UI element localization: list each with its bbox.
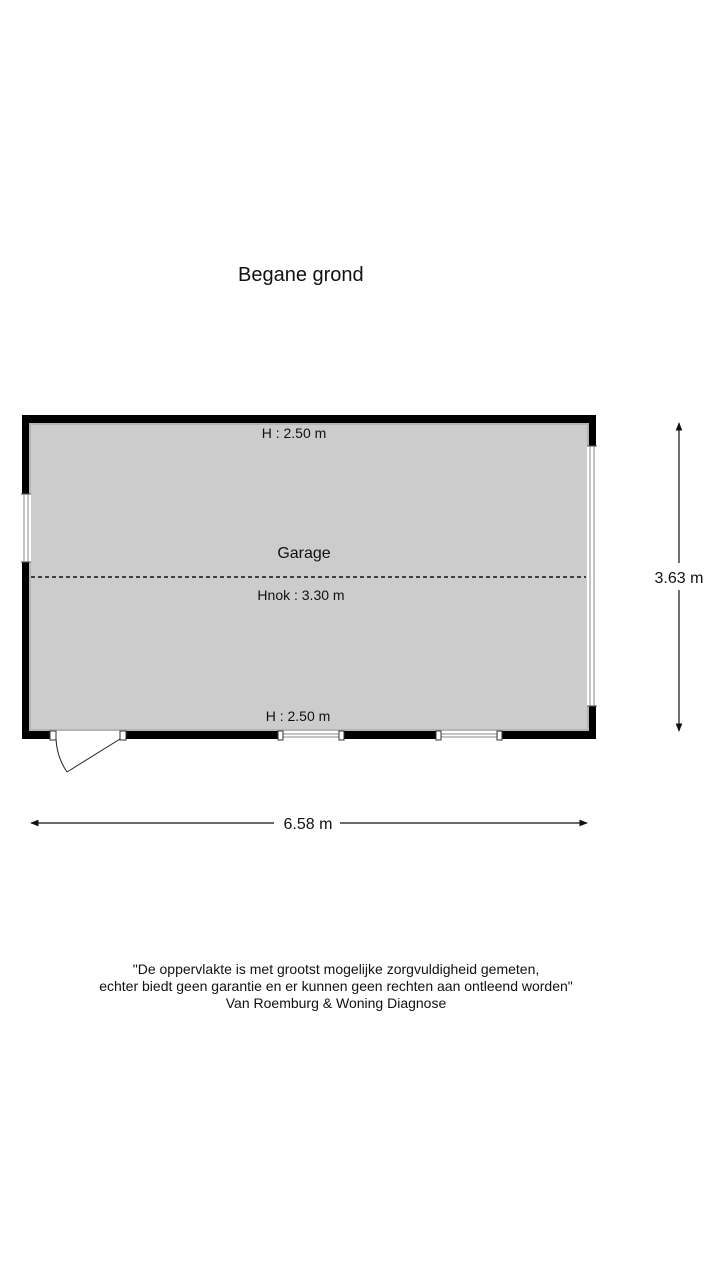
window-right: [587, 446, 597, 706]
floor-title: Begane grond: [238, 264, 364, 286]
height-top-label: H : 2.50 m: [261, 425, 327, 441]
disclaimer-line-2: echter biedt geen garantie en er kunnen geen rechten aan ontleend worden": [99, 978, 573, 994]
disclaimer-line-3: Van Roemburg & Woning Diagnose: [225, 995, 447, 1011]
depth-dimension-label: 3.63 m: [654, 570, 704, 587]
width-dimension: [31, 816, 587, 833]
room-name-label: Garage: [277, 545, 331, 562]
door-entrance: [50, 731, 126, 772]
width-dimension-label: 6.58 m: [283, 816, 333, 833]
disclaimer: [0, 961, 672, 1012]
window-left: [21, 494, 31, 562]
ridge-height-label: Hnok : 3.30 m: [257, 587, 345, 603]
window-bottom-2: [436, 731, 502, 740]
depth-dimension: [655, 423, 704, 731]
window-bottom-1: [278, 731, 344, 740]
height-bottom-label: H : 2.50 m: [265, 708, 331, 724]
garage-floor: [30, 424, 588, 730]
disclaimer-line-1: "De oppervlakte is met grootst mogelijke zorgvuldigheid gemeten,: [132, 961, 540, 977]
